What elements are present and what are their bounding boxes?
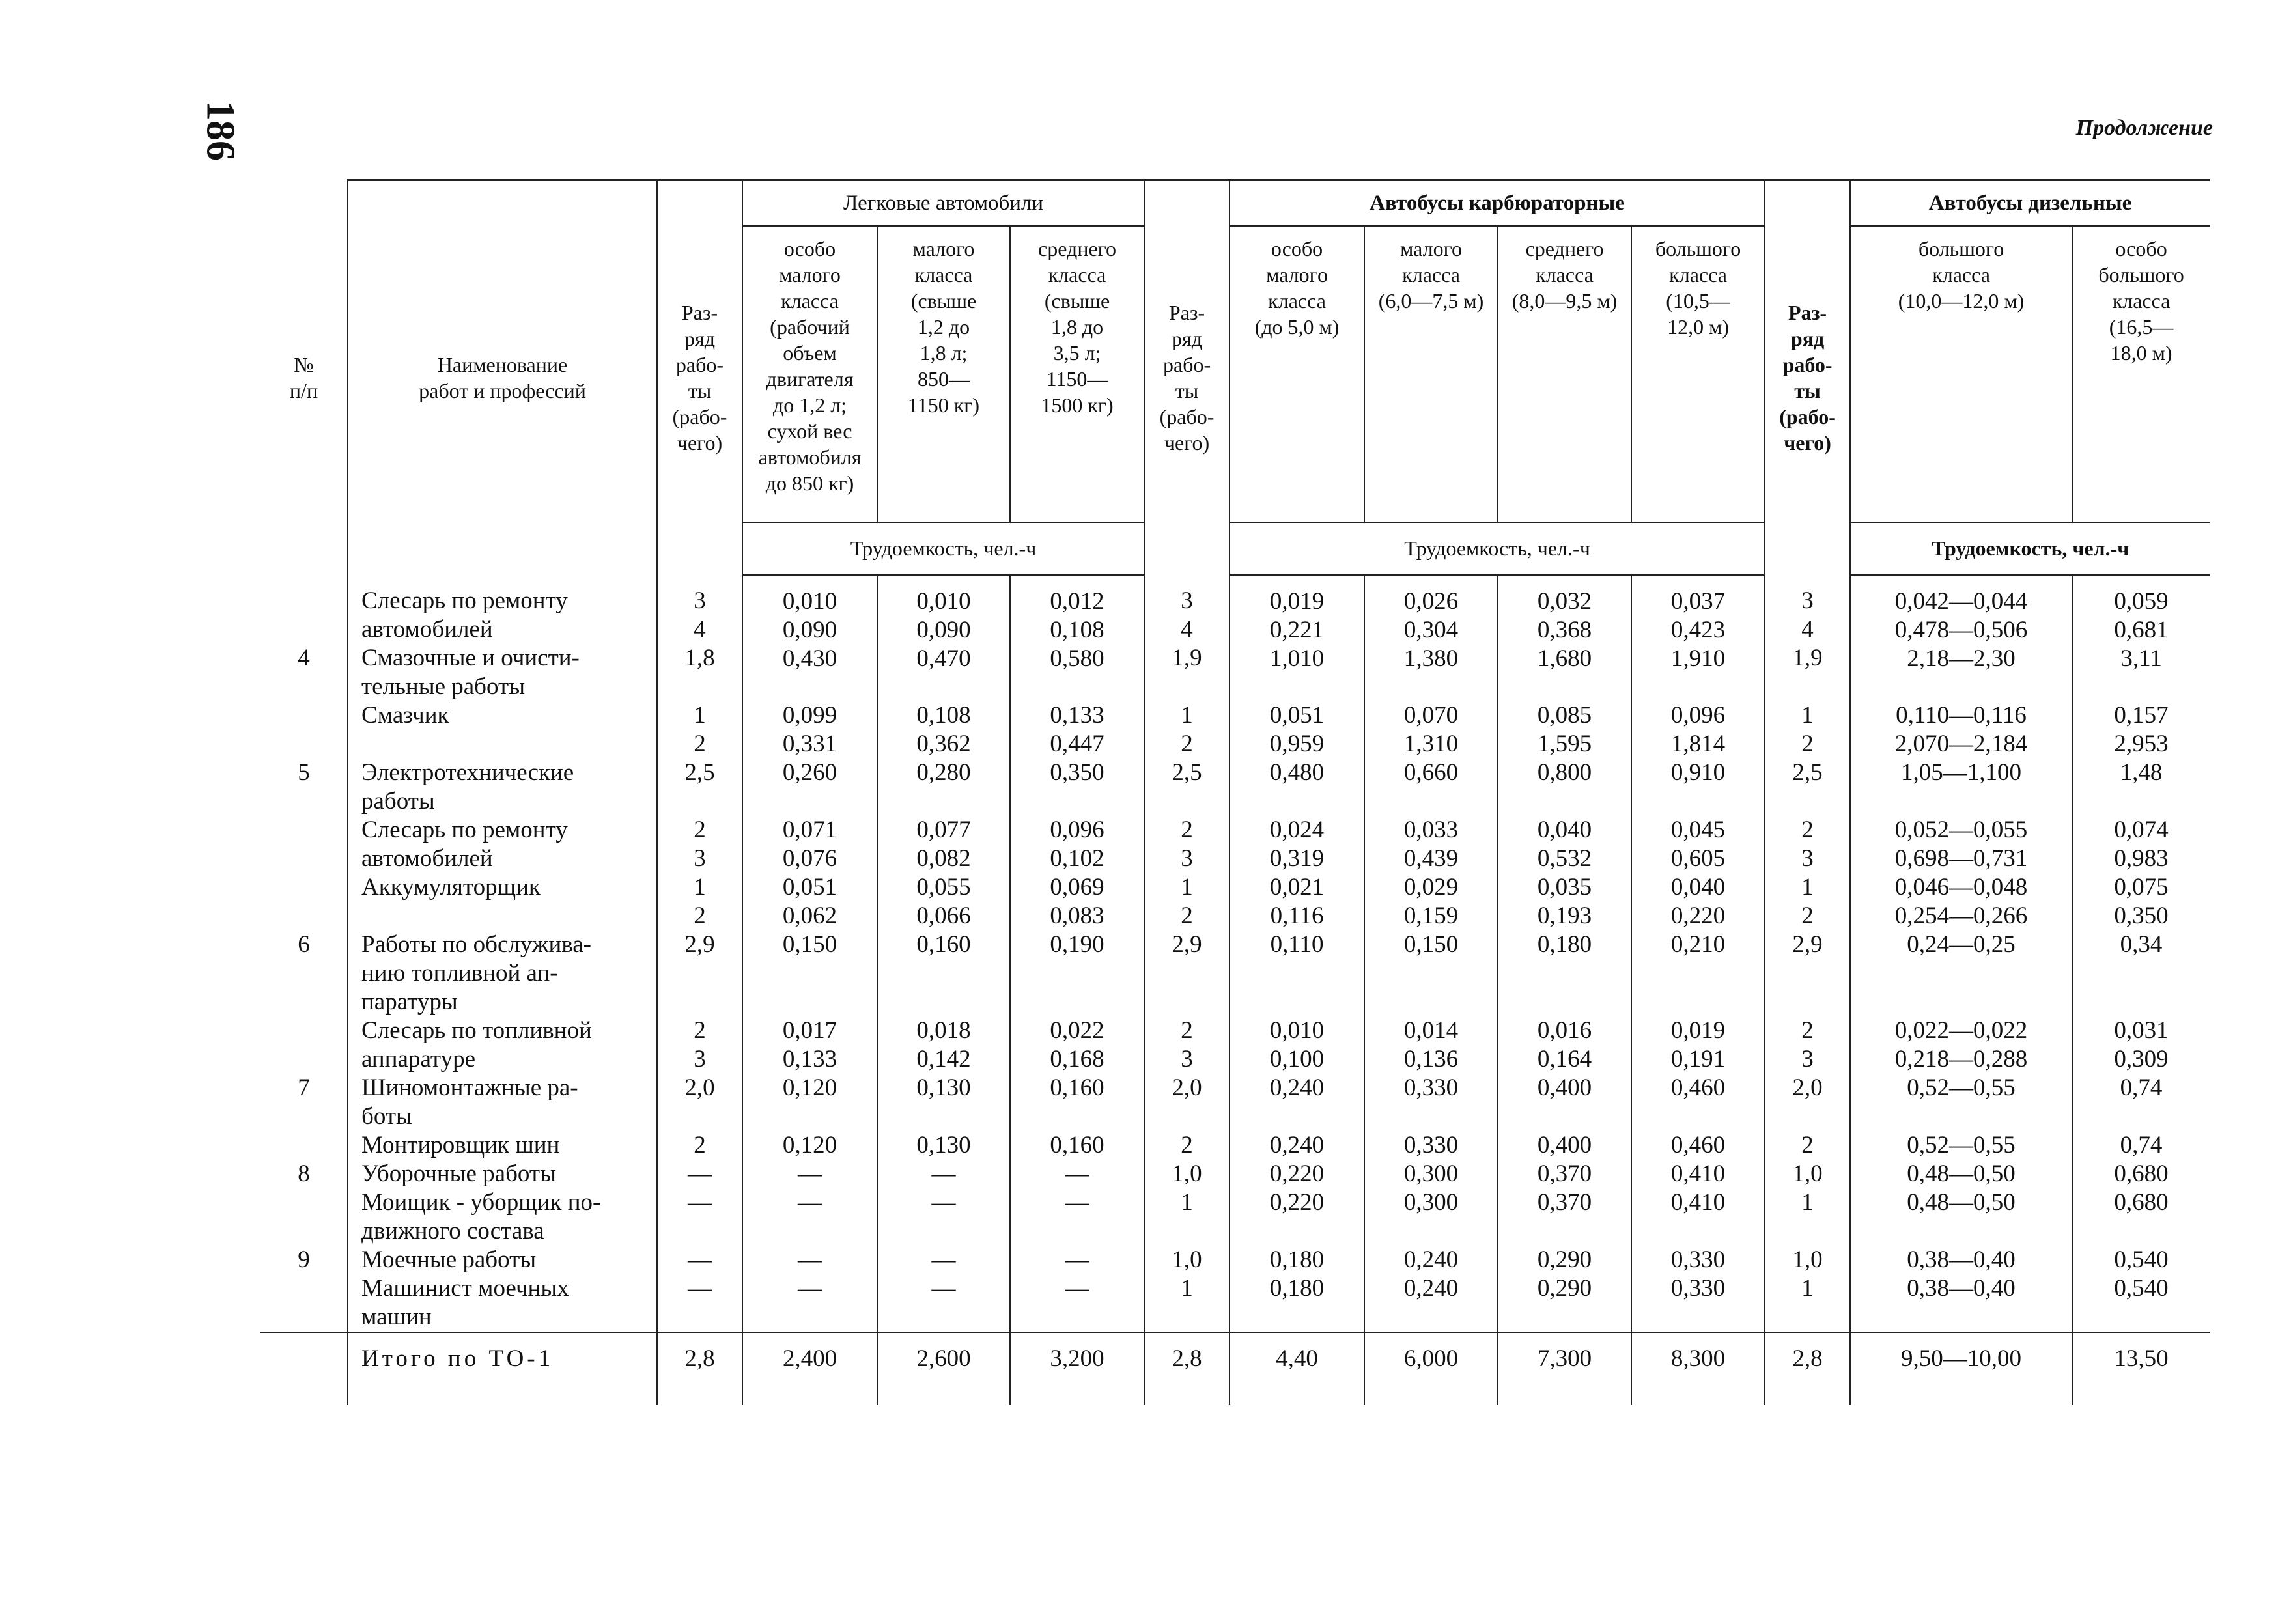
cell-rank-cars: 1 2 (657, 701, 742, 759)
header-car-medium: среднего класса (свыше 1,8 до 3,5 л; 1150— 1500 кг) (1010, 226, 1144, 522)
cell-carb-medium: 0,400 (1498, 1131, 1631, 1160)
cell-rank-carb: 2,9 (1144, 931, 1230, 1016)
cell-carb-small: 0,026 0,304 1,380 (1364, 575, 1498, 701)
cell-car-medium: 0,012 0,108 0,580 (1010, 575, 1144, 701)
header-group-cars: Легковые автомобили (742, 180, 1144, 227)
cell-diesel-extra-large: 13,50 (2072, 1332, 2210, 1385)
cell-num (260, 1131, 348, 1160)
cell-car-small: 0,160 (877, 931, 1010, 1016)
cell-car-small: 0,010 0,090 0,470 (877, 575, 1010, 701)
cell-num (260, 873, 348, 931)
spacer-cell (1498, 1385, 1631, 1405)
cell-name: Электротехнические работы (348, 759, 657, 816)
cell-diesel-extra-large: 0,680 0,680 (2072, 1160, 2210, 1246)
cell-name: Смазчик (348, 701, 657, 759)
cell-carb-medium: 0,370 0,370 (1498, 1160, 1631, 1246)
cell-car-small: 2,600 (877, 1332, 1010, 1385)
header-unit-cars: Трудоемкость, чел.-ч (742, 522, 1144, 575)
cell-name: Итого по ТО-1 (348, 1332, 657, 1385)
cell-carb-medium: 0,180 (1498, 931, 1631, 1016)
cell-car-medium: 0,160 (1010, 1131, 1144, 1160)
cell-diesel-large: 0,52—0,55 (1850, 1131, 2072, 1160)
cell-carb-large: 0,910 (1631, 759, 1765, 816)
cell-car-medium: 3,200 (1010, 1332, 1144, 1385)
table-row (260, 575, 2210, 701)
cell-carb-extra-small: 0,024 0,319 (1230, 816, 1364, 873)
cell-carb-large: 0,019 0,191 (1631, 1016, 1765, 1074)
cell-rank-carb: 2,5 (1144, 759, 1230, 816)
cell-carb-extra-small: 0,480 (1230, 759, 1364, 816)
cell-rank-carb: 2,0 (1144, 1074, 1230, 1131)
cell-diesel-extra-large: 0,74 (2072, 1131, 2210, 1160)
cell-carb-medium: 0,035 0,193 (1498, 873, 1631, 931)
table-row (260, 701, 2210, 759)
cell-car-extra-small: — — (742, 1246, 877, 1332)
cell-carb-large: 0,045 0,605 (1631, 816, 1765, 873)
cell-diesel-large: 9,50—10,00 (1850, 1332, 2072, 1385)
cell-carb-large: 0,040 0,220 (1631, 873, 1765, 931)
cell-car-medium: 0,160 (1010, 1074, 1144, 1131)
cell-car-medium: 0,350 (1010, 759, 1144, 816)
header-rank-cars: Раз- ряд рабо- ты (рабо- чего) (657, 180, 742, 575)
cell-rank-cars: 2,5 (657, 759, 742, 816)
cell-carb-extra-small: 0,051 0,959 (1230, 701, 1364, 759)
spacer-cell (1631, 1385, 1765, 1405)
cell-car-small: 0,108 0,362 (877, 701, 1010, 759)
cell-car-extra-small: 0,010 0,090 0,430 (742, 575, 877, 701)
table-row (260, 1246, 2210, 1332)
cell-rank-diesel: 1 2 (1765, 873, 1850, 931)
table-row (260, 1074, 2210, 1131)
cell-rank-cars: 2,8 (657, 1332, 742, 1385)
cell-name: Шиномонтажные ра- боты (348, 1074, 657, 1131)
header-carb-extra-small: особо малого класса (до 5,0 м) (1230, 226, 1364, 522)
cell-rank-diesel: 2,5 (1765, 759, 1850, 816)
cell-rank-cars: 2,0 (657, 1074, 742, 1131)
cell-rank-carb: 1 2 (1144, 701, 1230, 759)
cell-carb-small: 0,033 0,439 (1364, 816, 1498, 873)
cell-carb-extra-small: 0,019 0,221 1,010 (1230, 575, 1364, 701)
spacer-cell (1850, 1385, 2072, 1405)
cell-num: 9 (260, 1246, 348, 1332)
cell-carb-medium: 0,040 0,532 (1498, 816, 1631, 873)
cell-carb-extra-small: 0,021 0,116 (1230, 873, 1364, 931)
cell-diesel-large: 0,24—0,25 (1850, 931, 2072, 1016)
cell-carb-medium: 0,290 0,290 (1498, 1246, 1631, 1332)
cell-carb-medium: 0,032 0,368 1,680 (1498, 575, 1631, 701)
cell-num (260, 701, 348, 759)
cell-carb-large: 0,330 0,330 (1631, 1246, 1765, 1332)
cell-carb-medium: 7,300 (1498, 1332, 1631, 1385)
total-row (260, 1332, 2210, 1385)
cell-rank-diesel: 2 (1765, 1131, 1850, 1160)
cell-num (260, 816, 348, 873)
spacer-cell (1010, 1385, 1144, 1405)
cell-rank-cars: — — (657, 1246, 742, 1332)
spacer-cell (1364, 1385, 1498, 1405)
cell-car-medium: — — (1010, 1160, 1144, 1246)
spacer-cell (2072, 1385, 2210, 1405)
cell-carb-large: 0,037 0,423 1,910 (1631, 575, 1765, 701)
cell-rank-carb: 1 2 (1144, 873, 1230, 931)
cell-rank-diesel: 2 3 (1765, 816, 1850, 873)
cell-diesel-extra-large: 0,075 0,350 (2072, 873, 2210, 931)
cell-car-extra-small: 0,150 (742, 931, 877, 1016)
cell-diesel-extra-large: 0,157 2,953 (2072, 701, 2210, 759)
cell-car-extra-small: 0,051 0,062 (742, 873, 877, 931)
table-row (260, 1131, 2210, 1160)
header-group-carb: Автобусы карбюраторные (1230, 180, 1765, 227)
cell-car-small: — — (877, 1246, 1010, 1332)
cell-carb-small: 0,240 0,240 (1364, 1246, 1498, 1332)
cell-car-small: 0,280 (877, 759, 1010, 816)
spacer-cell (742, 1385, 877, 1405)
cell-diesel-large: 0,48—0,50 0,48—0,50 (1850, 1160, 2072, 1246)
page-number: 186 (198, 100, 243, 161)
header-group-diesel: Автобусы дизельные (1850, 180, 2210, 227)
cell-carb-extra-small: 4,40 (1230, 1332, 1364, 1385)
cell-carb-extra-small: 0,110 (1230, 931, 1364, 1016)
cell-rank-cars: 1 2 (657, 873, 742, 931)
cell-car-extra-small: 0,120 (742, 1074, 877, 1131)
cell-diesel-extra-large: 0,34 (2072, 931, 2210, 1016)
header-rank-carb: Раз- ряд рабо- ты (рабо- чего) (1144, 180, 1230, 575)
cell-diesel-large: 0,52—0,55 (1850, 1074, 2072, 1131)
cell-car-medium: 0,133 0,447 (1010, 701, 1144, 759)
cell-num: 8 (260, 1160, 348, 1246)
cell-carb-extra-small: 0,180 0,180 (1230, 1246, 1364, 1332)
table-row (260, 1160, 2210, 1246)
header-unit-diesel: Трудоемкость, чел.-ч (1850, 522, 2210, 575)
cell-carb-small: 0,070 1,310 (1364, 701, 1498, 759)
cell-carb-small: 6,000 (1364, 1332, 1498, 1385)
cell-carb-extra-small: 0,240 (1230, 1074, 1364, 1131)
cell-carb-large: 8,300 (1631, 1332, 1765, 1385)
header-carb-large: большого класса (10,5— 12,0 м) (1631, 226, 1765, 522)
cell-diesel-extra-large: 0,031 0,309 (2072, 1016, 2210, 1074)
header-carb-medium: среднего класса (8,0—9,5 м) (1498, 226, 1631, 522)
spacer-cell (348, 1385, 657, 1405)
cell-name: Аккумуляторщик (348, 873, 657, 931)
header-diesel-extra-large: особо большого класса (16,5— 18,0 м) (2072, 226, 2210, 522)
cell-rank-cars: 3 4 1,8 (657, 575, 742, 701)
labor-intensity-table (260, 179, 2210, 1405)
cell-car-medium: 0,022 0,168 (1010, 1016, 1144, 1074)
continuation-label: Продолжение (2075, 116, 2213, 140)
cell-car-small: 0,077 0,082 (877, 816, 1010, 873)
cell-car-extra-small: 0,260 (742, 759, 877, 816)
cell-num (260, 1016, 348, 1074)
cell-carb-large: 0,210 (1631, 931, 1765, 1016)
cell-carb-medium: 0,085 1,595 (1498, 701, 1631, 759)
cell-rank-cars: 2 3 (657, 1016, 742, 1074)
cell-name: Слесарь по топливной аппаратуре (348, 1016, 657, 1074)
cell-diesel-large: 0,042—0,044 0,478—0,506 2,18—2,30 (1850, 575, 2072, 701)
cell-car-extra-small: 0,120 (742, 1131, 877, 1160)
header-diesel-large: большого класса (10,0—12,0 м) (1850, 226, 2072, 522)
cell-num: 5 (260, 759, 348, 816)
cell-rank-diesel: 2,9 (1765, 931, 1850, 1016)
cell-carb-large: 0,460 (1631, 1074, 1765, 1131)
cell-rank-diesel: 1 2 (1765, 701, 1850, 759)
cell-diesel-large: 0,022—0,022 0,218—0,288 (1850, 1016, 2072, 1074)
cell-num: 4 (260, 575, 348, 701)
spacer-cell (877, 1385, 1010, 1405)
cell-car-extra-small: — — (742, 1160, 877, 1246)
cell-diesel-extra-large: 0,74 (2072, 1074, 2210, 1131)
cell-rank-carb: 2 3 (1144, 816, 1230, 873)
cell-car-small: — — (877, 1160, 1010, 1246)
cell-car-extra-small: 2,400 (742, 1332, 877, 1385)
cell-rank-carb: 2 (1144, 1131, 1230, 1160)
table-row (260, 873, 2210, 931)
spacer-cell (657, 1385, 742, 1405)
cell-rank-carb: 3 4 1,9 (1144, 575, 1230, 701)
cell-num: 6 (260, 931, 348, 1016)
cell-car-medium: 0,190 (1010, 931, 1144, 1016)
spacer-cell (1765, 1385, 1850, 1405)
cell-name: Работы по обслужива- нию топливной ап- паратуры (348, 931, 657, 1016)
cell-carb-extra-small: 0,220 0,220 (1230, 1160, 1364, 1246)
cell-carb-small: 0,150 (1364, 931, 1498, 1016)
cell-car-medium: 0,069 0,083 (1010, 873, 1144, 931)
cell-carb-large: 0,410 0,410 (1631, 1160, 1765, 1246)
cell-diesel-extra-large: 0,074 0,983 (2072, 816, 2210, 873)
table-row (260, 931, 2210, 1016)
cell-carb-medium: 0,016 0,164 (1498, 1016, 1631, 1074)
cell-name: Монтировщик шин (348, 1131, 657, 1160)
header-name: Наименование работ и профессий (348, 180, 657, 575)
cell-name: Слесарь по ремонту автомобилей (348, 816, 657, 873)
cell-rank-diesel: 2 3 (1765, 1016, 1850, 1074)
cell-car-extra-small: 0,017 0,133 (742, 1016, 877, 1074)
cell-carb-small: 0,014 0,136 (1364, 1016, 1498, 1074)
cell-rank-carb: 1,0 1 (1144, 1160, 1230, 1246)
header-num: № п/п (260, 180, 348, 575)
table-row (260, 1016, 2210, 1074)
cell-rank-carb: 2,8 (1144, 1332, 1230, 1385)
cell-carb-large: 0,096 1,814 (1631, 701, 1765, 759)
cell-car-extra-small: 0,099 0,331 (742, 701, 877, 759)
cell-carb-small: 0,029 0,159 (1364, 873, 1498, 931)
table-row (260, 759, 2210, 816)
cell-rank-cars: — — (657, 1160, 742, 1246)
cell-carb-extra-small: 0,010 0,100 (1230, 1016, 1364, 1074)
cell-diesel-large: 0,052—0,055 0,698—0,731 (1850, 816, 2072, 873)
cell-carb-small: 0,330 (1364, 1131, 1498, 1160)
cell-rank-diesel: 1,0 1 (1765, 1246, 1850, 1332)
cell-diesel-extra-large: 0,059 0,681 3,11 (2072, 575, 2210, 701)
cell-carb-small: 0,330 (1364, 1074, 1498, 1131)
cell-rank-cars: 2 3 (657, 816, 742, 873)
header-rank-diesel: Раз- ряд рабо- ты (рабо- чего) (1765, 180, 1850, 575)
cell-rank-carb: 1,0 1 (1144, 1246, 1230, 1332)
cell-diesel-large: 0,110—0,116 2,070—2,184 (1850, 701, 2072, 759)
cell-diesel-extra-large: 1,48 (2072, 759, 2210, 816)
spacer-cell (1144, 1385, 1230, 1405)
cell-carb-medium: 0,800 (1498, 759, 1631, 816)
cell-rank-cars: 2 (657, 1131, 742, 1160)
cell-diesel-extra-large: 0,540 0,540 (2072, 1246, 2210, 1332)
cell-name: Слесарь по ремонту автомобилей Смазочные и очисти- тельные работы (348, 575, 657, 701)
spacer-cell (1230, 1385, 1364, 1405)
cell-car-extra-small: 0,071 0,076 (742, 816, 877, 873)
cell-car-small: 0,130 (877, 1074, 1010, 1131)
cell-rank-carb: 2 3 (1144, 1016, 1230, 1074)
cell-name: Уборочные работы Моищик - уборщик по- движного состава (348, 1160, 657, 1246)
cell-rank-diesel: 2,8 (1765, 1332, 1850, 1385)
cell-carb-small: 0,660 (1364, 759, 1498, 816)
cell-rank-diesel: 1,0 1 (1765, 1160, 1850, 1246)
spacer-cell (260, 1385, 348, 1405)
header-unit-carb: Трудоемкость, чел.-ч (1230, 522, 1765, 575)
cell-carb-extra-small: 0,240 (1230, 1131, 1364, 1160)
cell-carb-medium: 0,400 (1498, 1074, 1631, 1131)
cell-rank-diesel: 2,0 (1765, 1074, 1850, 1131)
cell-carb-small: 0,300 0,300 (1364, 1160, 1498, 1246)
table-bottom-spacer (260, 1385, 2210, 1405)
header-carb-small: малого класса (6,0—7,5 м) (1364, 226, 1498, 522)
cell-num: 7 (260, 1074, 348, 1131)
cell-car-small: 0,055 0,066 (877, 873, 1010, 931)
cell-car-small: 0,018 0,142 (877, 1016, 1010, 1074)
cell-carb-large: 0,460 (1631, 1131, 1765, 1160)
cell-rank-cars: 2,9 (657, 931, 742, 1016)
cell-car-small: 0,130 (877, 1131, 1010, 1160)
header-car-extra-small: особо малого класса (рабочий объем двигателя до 1,2 л; сухой вес автомобиля до 850 кг) (742, 226, 877, 522)
header-car-small: малого класса (свыше 1,2 до 1,8 л; 850— 1150 кг) (877, 226, 1010, 522)
table-row (260, 816, 2210, 873)
cell-rank-diesel: 3 4 1,9 (1765, 575, 1850, 701)
cell-num (260, 1332, 348, 1385)
cell-diesel-large: 0,046—0,048 0,254—0,266 (1850, 873, 2072, 931)
cell-diesel-large: 0,38—0,40 0,38—0,40 (1850, 1246, 2072, 1332)
cell-diesel-large: 1,05—1,100 (1850, 759, 2072, 816)
cell-car-medium: 0,096 0,102 (1010, 816, 1144, 873)
cell-car-medium: — — (1010, 1246, 1144, 1332)
cell-name: Моечные работы Машинист моечных машин (348, 1246, 657, 1332)
